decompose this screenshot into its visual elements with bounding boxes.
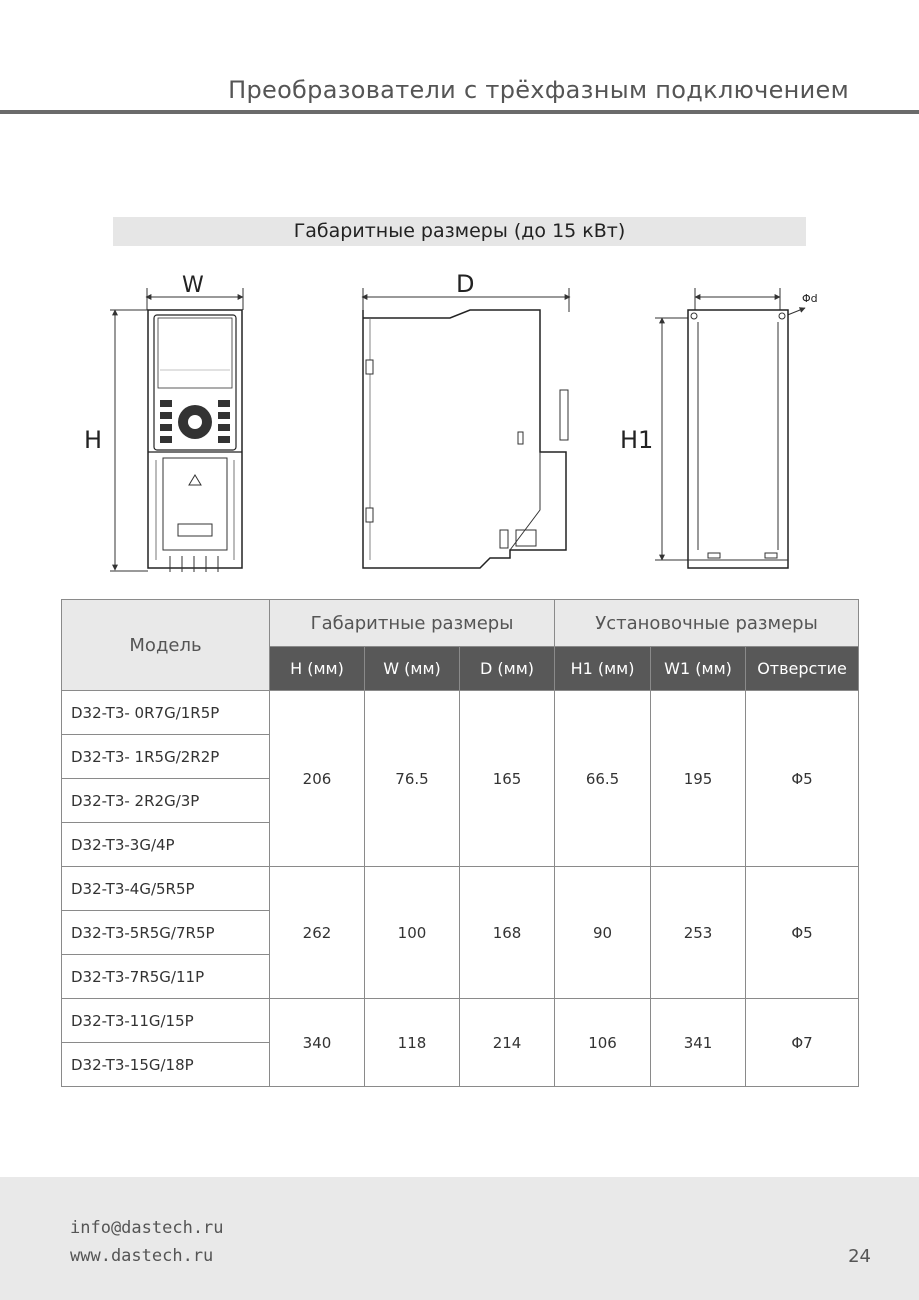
model-column-header: Модель: [62, 600, 270, 691]
model-cell: D32-T3-15G/18P: [62, 1043, 270, 1087]
width1-value: 253: [651, 867, 746, 999]
table-row: [62, 999, 859, 1043]
model-cell: D32-T3-5R5G/7R5P: [62, 911, 270, 955]
model-cell: D32-T3- 1R5G/2R2P: [62, 735, 270, 779]
column-header: H (мм): [270, 647, 365, 691]
width1-value: 195: [651, 691, 746, 867]
height-value: 340: [270, 999, 365, 1087]
model-cell: D32-T3- 0R7G/1R5P: [62, 691, 270, 735]
depth-value: 168: [460, 867, 555, 999]
column-header: W (мм): [365, 647, 460, 691]
depth-value: 165: [460, 691, 555, 867]
column-header: W1 (мм): [651, 647, 746, 691]
hole-label: Φd: [802, 292, 818, 305]
hole-value: Φ7: [746, 999, 859, 1087]
page-header: [0, 76, 919, 116]
width-value: 76.5: [365, 691, 460, 867]
overall-dimensions-header: Габаритные размеры: [270, 600, 555, 647]
section-title: Габаритные размеры (до 15 кВт): [113, 217, 806, 246]
depth-label: D: [456, 270, 475, 298]
height1-value: 106: [555, 999, 651, 1087]
hole-value: Φ5: [746, 867, 859, 999]
model-cell: D32-T3-11G/15P: [62, 999, 270, 1043]
model-cell: D32-T3- 2R2G/3P: [62, 779, 270, 823]
width-value: 100: [365, 867, 460, 999]
model-cell: D32-T3-7R5G/11P: [62, 955, 270, 999]
height1-value: 90: [555, 867, 651, 999]
front-view-drawing: [84, 273, 243, 572]
height1-value: 66.5: [555, 691, 651, 867]
footer-email[interactable]: info@dastech.ru: [70, 1218, 224, 1238]
width-label: W: [182, 273, 204, 298]
page-footer: [0, 1177, 919, 1300]
column-header: D (мм): [460, 647, 555, 691]
height1-label: H1: [620, 426, 654, 454]
footer-website[interactable]: www.dastech.ru: [70, 1246, 214, 1266]
dimension-drawings: [70, 260, 850, 590]
mounting-dimensions-header: Установочные размеры: [555, 600, 859, 647]
header-title: Преобразователи с трёхфазным подключением: [228, 76, 849, 104]
height-label: H: [84, 426, 103, 454]
back-view-drawing: [620, 288, 818, 568]
column-header: H1 (мм): [555, 647, 651, 691]
model-cell: D32-T3-3G/4P: [62, 823, 270, 867]
model-cell: D32-T3-4G/5R5P: [62, 867, 270, 911]
side-view-drawing: [362, 270, 570, 568]
page-number: 24: [848, 1246, 871, 1267]
height-value: 206: [270, 691, 365, 867]
hole-value: Φ5: [746, 691, 859, 867]
column-header: Отверстие: [746, 647, 859, 691]
dimensions-table: [61, 599, 859, 1087]
depth-value: 214: [460, 999, 555, 1087]
table-row: [62, 691, 859, 735]
width1-value: 341: [651, 999, 746, 1087]
width-value: 118: [365, 999, 460, 1087]
header-divider: [0, 110, 919, 114]
height-value: 262: [270, 867, 365, 999]
table-row: [62, 867, 859, 911]
